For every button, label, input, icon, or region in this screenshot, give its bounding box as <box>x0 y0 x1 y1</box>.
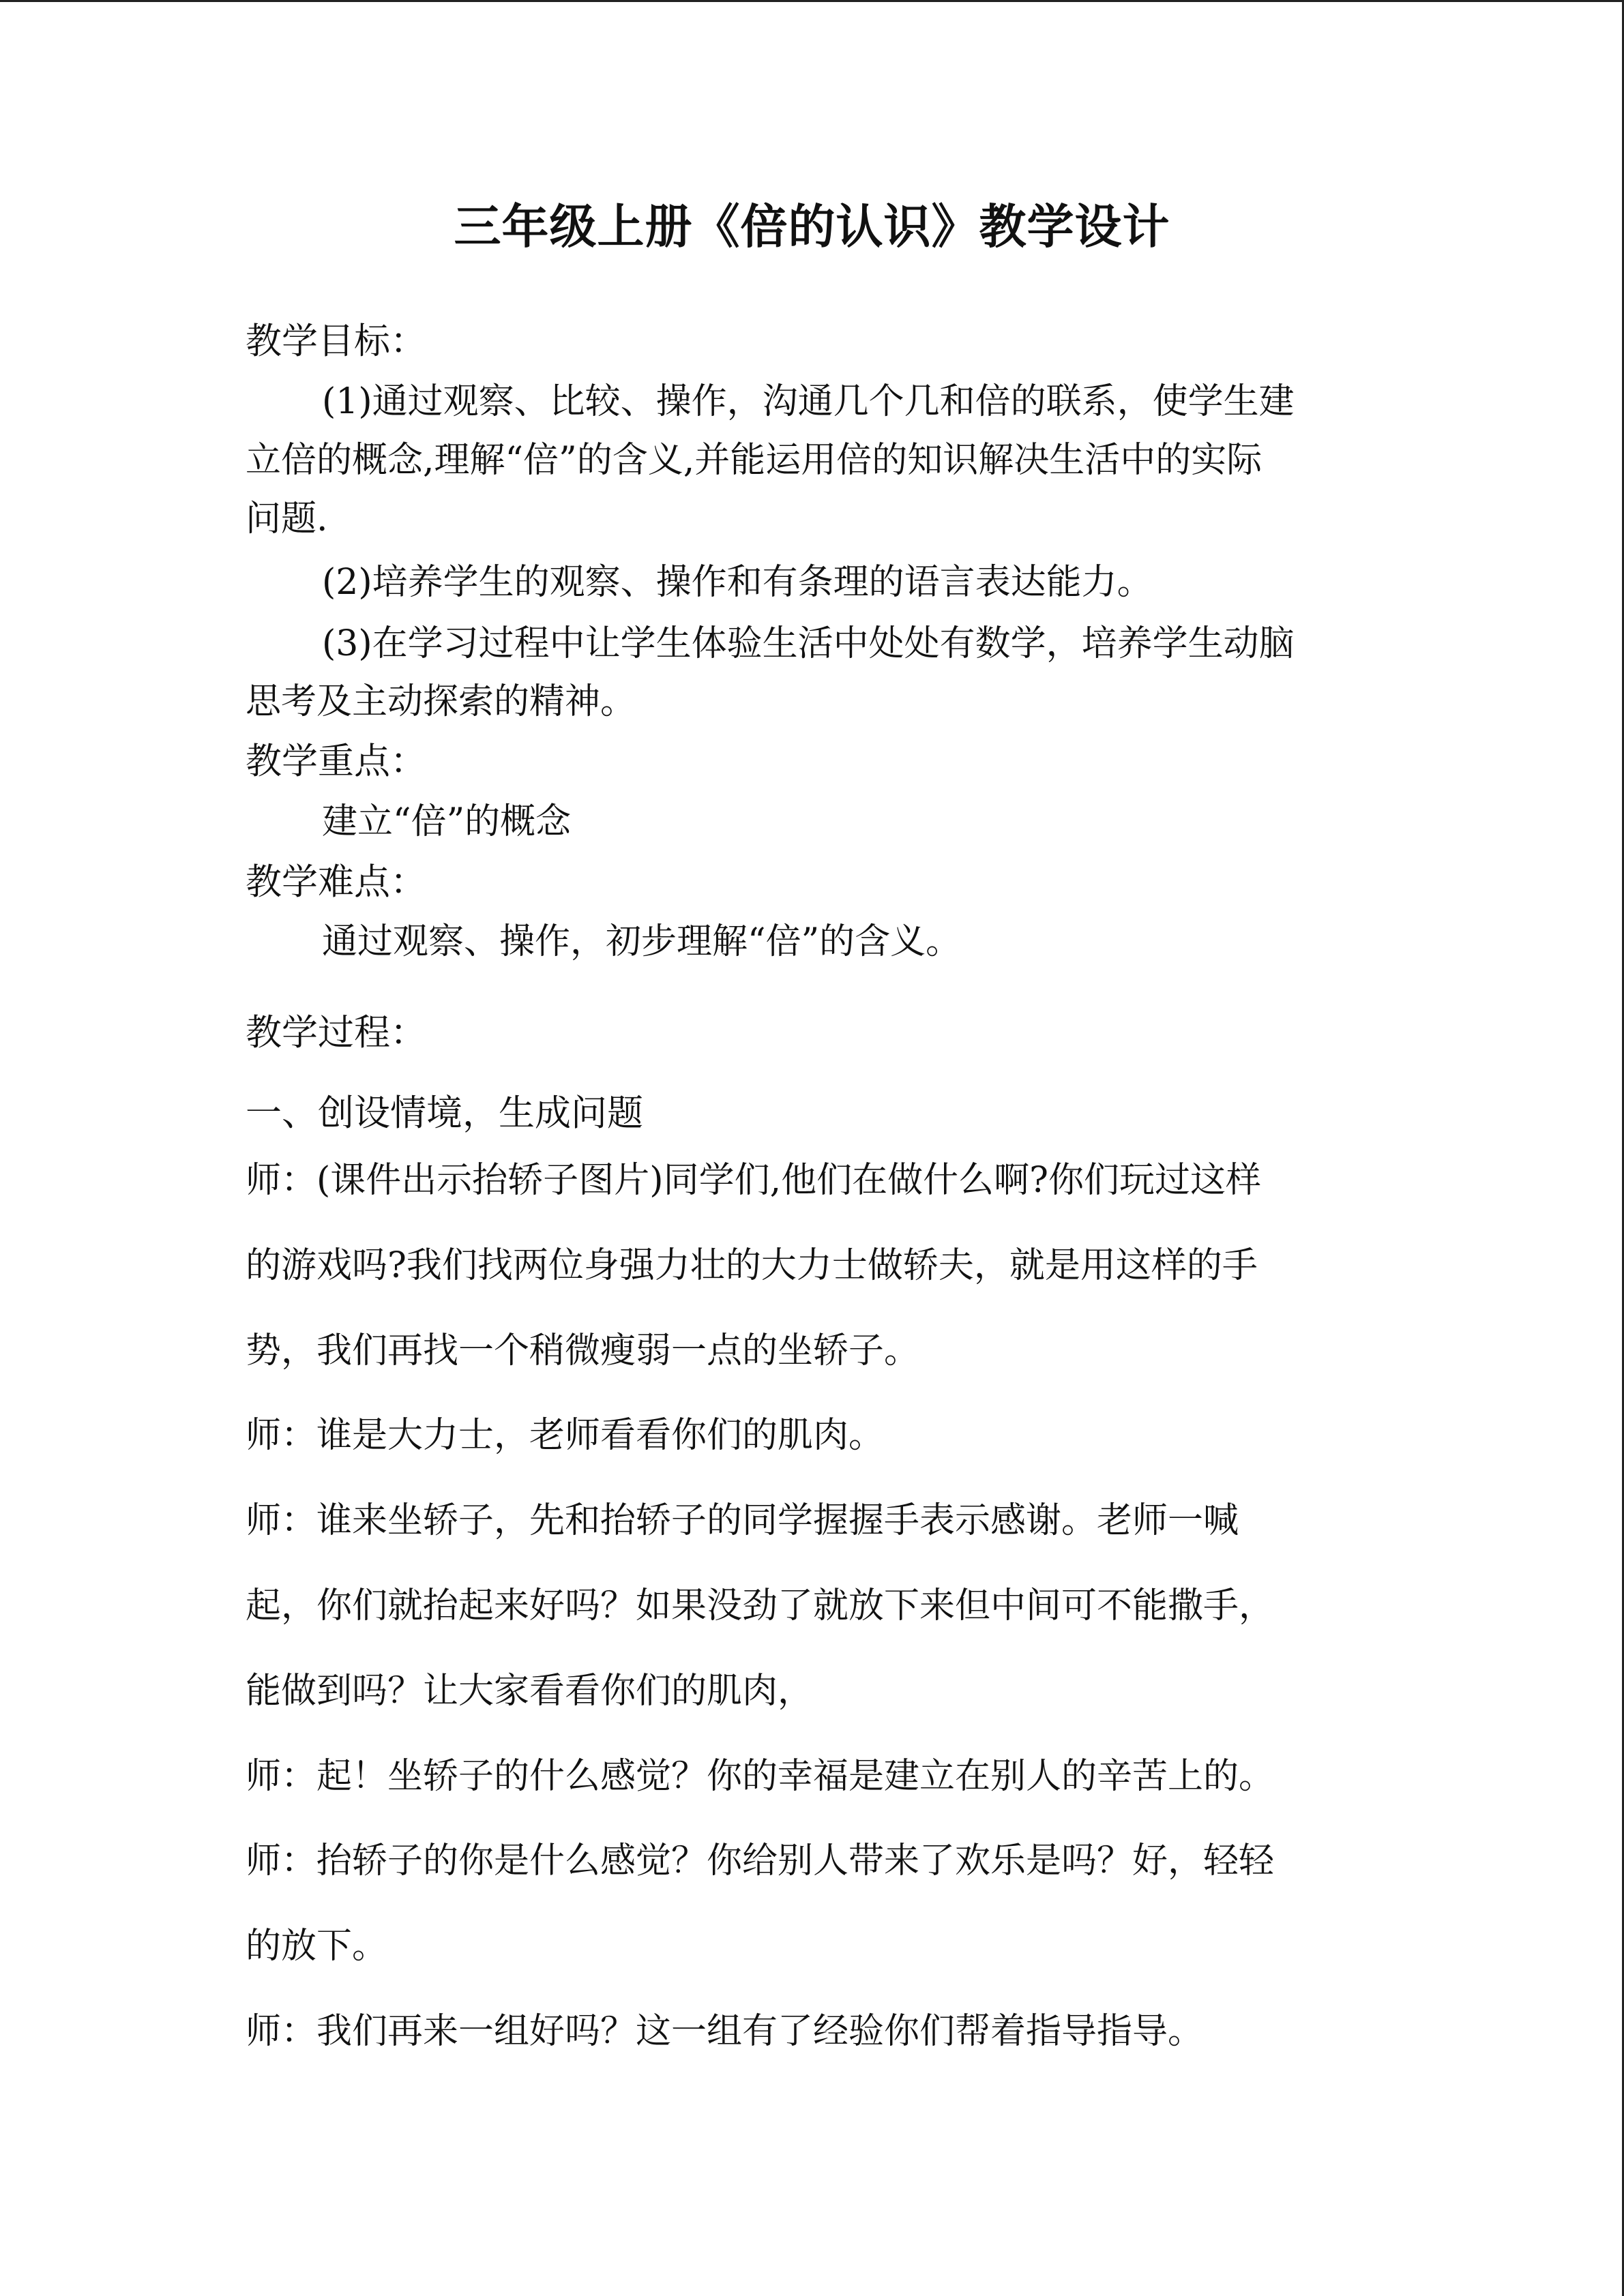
paragraph-line: 师：(课件出示抬轿子图片)同学们,他们在做什么啊?你们玩过这样 <box>246 1160 1261 1201</box>
objectives-heading: 教学目标： <box>246 320 426 362</box>
objective-1-line-2: 立倍的概念,理解“倍”的含义,并能运用倍的知识解决生活中的实际 <box>246 440 1263 481</box>
objective-3-line-1: (3)在学习过程中让学生体验生活中处处有数学，培养学生动脑 <box>322 623 1295 664</box>
paragraph-line: 师：谁来坐轿子，先和抬轿子的同学握握手表示感谢。老师一喊 <box>246 1500 1239 1541</box>
paragraph-line: 势，我们再找一个稍微瘦弱一点的坐轿子。 <box>246 1330 920 1371</box>
paragraph-line: 师：我们再来一组好吗？这一组有了经验你们帮着指导指导。 <box>246 2011 1204 2052</box>
paragraph-line: 师：抬轿子的你是什么感觉？你给别人带来了欢乐是吗？好，轻轻 <box>246 1840 1275 1881</box>
key-point-text: 建立“倍”的概念 <box>322 801 572 842</box>
paragraph-line: 能做到吗？让大家看看你们的肌肉， <box>246 1671 814 1712</box>
paragraph-line: 起，你们就抬起来好吗？如果没劲了就放下来但中间可不能撒手， <box>246 1585 1275 1626</box>
section-1-heading: 一、创设情境，生成问题 <box>246 1092 643 1134</box>
objective-1-line-1: (1)通过观察、比较、操作，沟通几个几和倍的联系，使学生建 <box>322 381 1295 422</box>
paragraph-line: 师：起！坐轿子的什么感觉？你的幸福是建立在别人的辛苦上的。 <box>246 1756 1275 1797</box>
objective-2: (2)培养学生的观察、操作和有条理的语言表达能力。 <box>322 562 1153 603</box>
paragraph-line: 的放下。 <box>246 1926 388 1967</box>
paragraph-line: 的游戏吗?我们找两位身强力壮的大力士做轿夫，就是用这样的手 <box>246 1245 1258 1286</box>
objective-1-line-3: 问题. <box>246 498 328 539</box>
document-title: 三年级上册《倍的认识》教学设计 <box>454 200 1170 254</box>
paragraph-line: 师：谁是大力士，老师看看你们的肌肉。 <box>246 1415 885 1456</box>
difficulty-text: 通过观察、操作，初步理解“倍”的含义。 <box>322 921 962 962</box>
key-point-heading: 教学重点： <box>246 741 426 782</box>
difficulty-heading: 教学难点： <box>246 861 426 903</box>
objective-3-line-2: 思考及主动探索的精神。 <box>246 681 636 722</box>
process-heading: 教学过程： <box>246 1012 426 1054</box>
